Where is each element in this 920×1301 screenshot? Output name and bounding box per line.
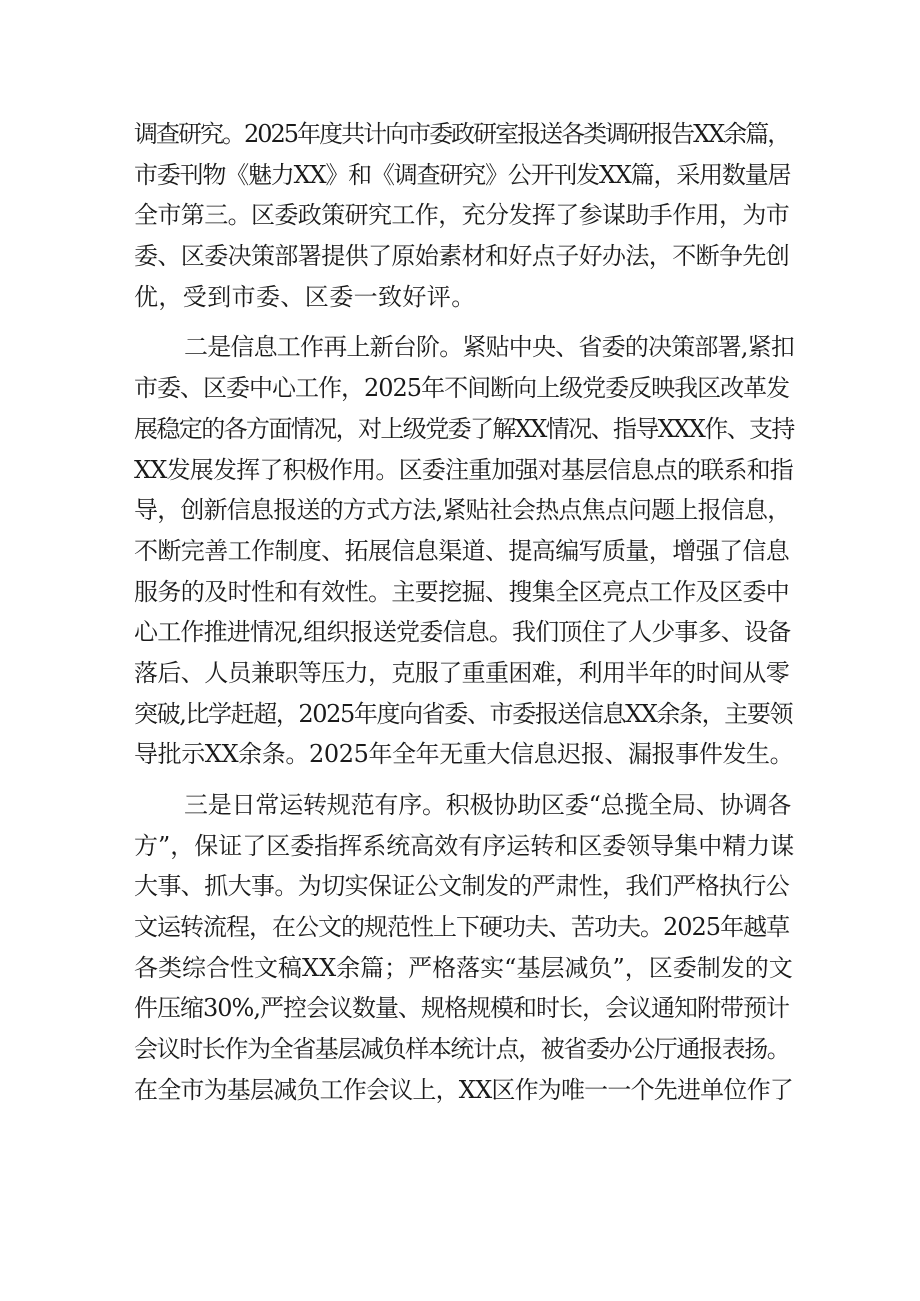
paragraph-line: 三是日常运转规范有序。积极协助区委“总揽全局、协调各 <box>184 791 792 819</box>
document-body <box>134 114 794 1121</box>
paragraph-line: 件压缩30%,严控会议数量、规格规模和时长，会议通知附带预计 <box>134 994 789 1023</box>
paragraph-line: 会议时长作为全省基层减负样本统计点，被省委办公厅通报表扬。 <box>134 1035 790 1064</box>
paragraph-line: 导批示XX余条。2025年全年无重大信息迟报、漏报事件发生。 <box>134 740 794 769</box>
paragraph-line: 突破,比学赶超，2025年度向省委、市委报送信息XX余条，主要领 <box>134 699 793 728</box>
paragraph-line: 调查研究。2025年度共计向市委政研室报送各类调研报告XX余篇， <box>134 120 790 148</box>
paragraph-line: XX发展发挥了积极作用。区委注重加强对基层信息点的联系和指 <box>134 455 793 484</box>
paragraph-line: 不断完善工作制度、拓展信息渠道、提高编写质量，增强了信息 <box>134 536 790 565</box>
paragraph <box>134 327 794 775</box>
paragraph-line: 委、区委决策部署提供了原始素材和好点子好办法，不断争先创 <box>134 242 790 271</box>
paragraph-line: 导，创新信息报送的方式方法,紧贴社会热点焦点问题上报信息， <box>134 496 791 525</box>
paragraph-line: 展稳定的各方面情况，对上级党委了解XX情况、指导XXX作、支持 <box>134 414 794 443</box>
paragraph-line: 在全市为基层减负工作会议上，XX区作为唯一一个先进单位作了 <box>134 1075 793 1104</box>
paragraph-line: 文运转流程，在公文的规范性上下硬功夫、苦功夫。2025年越草 <box>134 913 790 942</box>
paragraph-line: 心工作推进情况,组织报送党委信息。我们顶住了人少事多、设备 <box>134 618 791 647</box>
paragraph-line: 落后、人员兼职等压力，克服了重重困难，利用半年的时间从零 <box>134 658 790 687</box>
paragraph-line: 全市第三。区委政策研究工作，充分发挥了参谋助手作用，为市 <box>134 201 790 230</box>
paragraph-line: 大事、抓大事。为切实保证公文制发的严肃性，我们严格执行公 <box>134 872 790 901</box>
paragraph <box>134 114 794 317</box>
paragraph-line: 市委、区委中心工作，2025年不间断向上级党委反映我区改革发 <box>134 374 790 403</box>
paragraph-line: 服务的及时性和有效性。主要挖掘、搜集全区亮点工作及区委中 <box>134 577 790 606</box>
paragraph-line: 方”，保证了区委指挥系统高效有序运转和区委领导集中精力谋 <box>134 831 795 860</box>
paragraph-line: 优，受到市委、区委一致好评。 <box>134 282 476 311</box>
paragraph-line: 市委刊物《魅力XX》和《调查研究》公开刊发XX篇，采用数量居 <box>134 160 791 189</box>
paragraph <box>134 785 794 1111</box>
paragraph-line: 各类综合性文稿XX余篇；严格落实“基层减负”，区委制发的文 <box>134 953 793 982</box>
paragraph-line: 二是信息工作再上新台阶。紧贴中央、省委的决策部署,紧扣 <box>184 333 795 362</box>
